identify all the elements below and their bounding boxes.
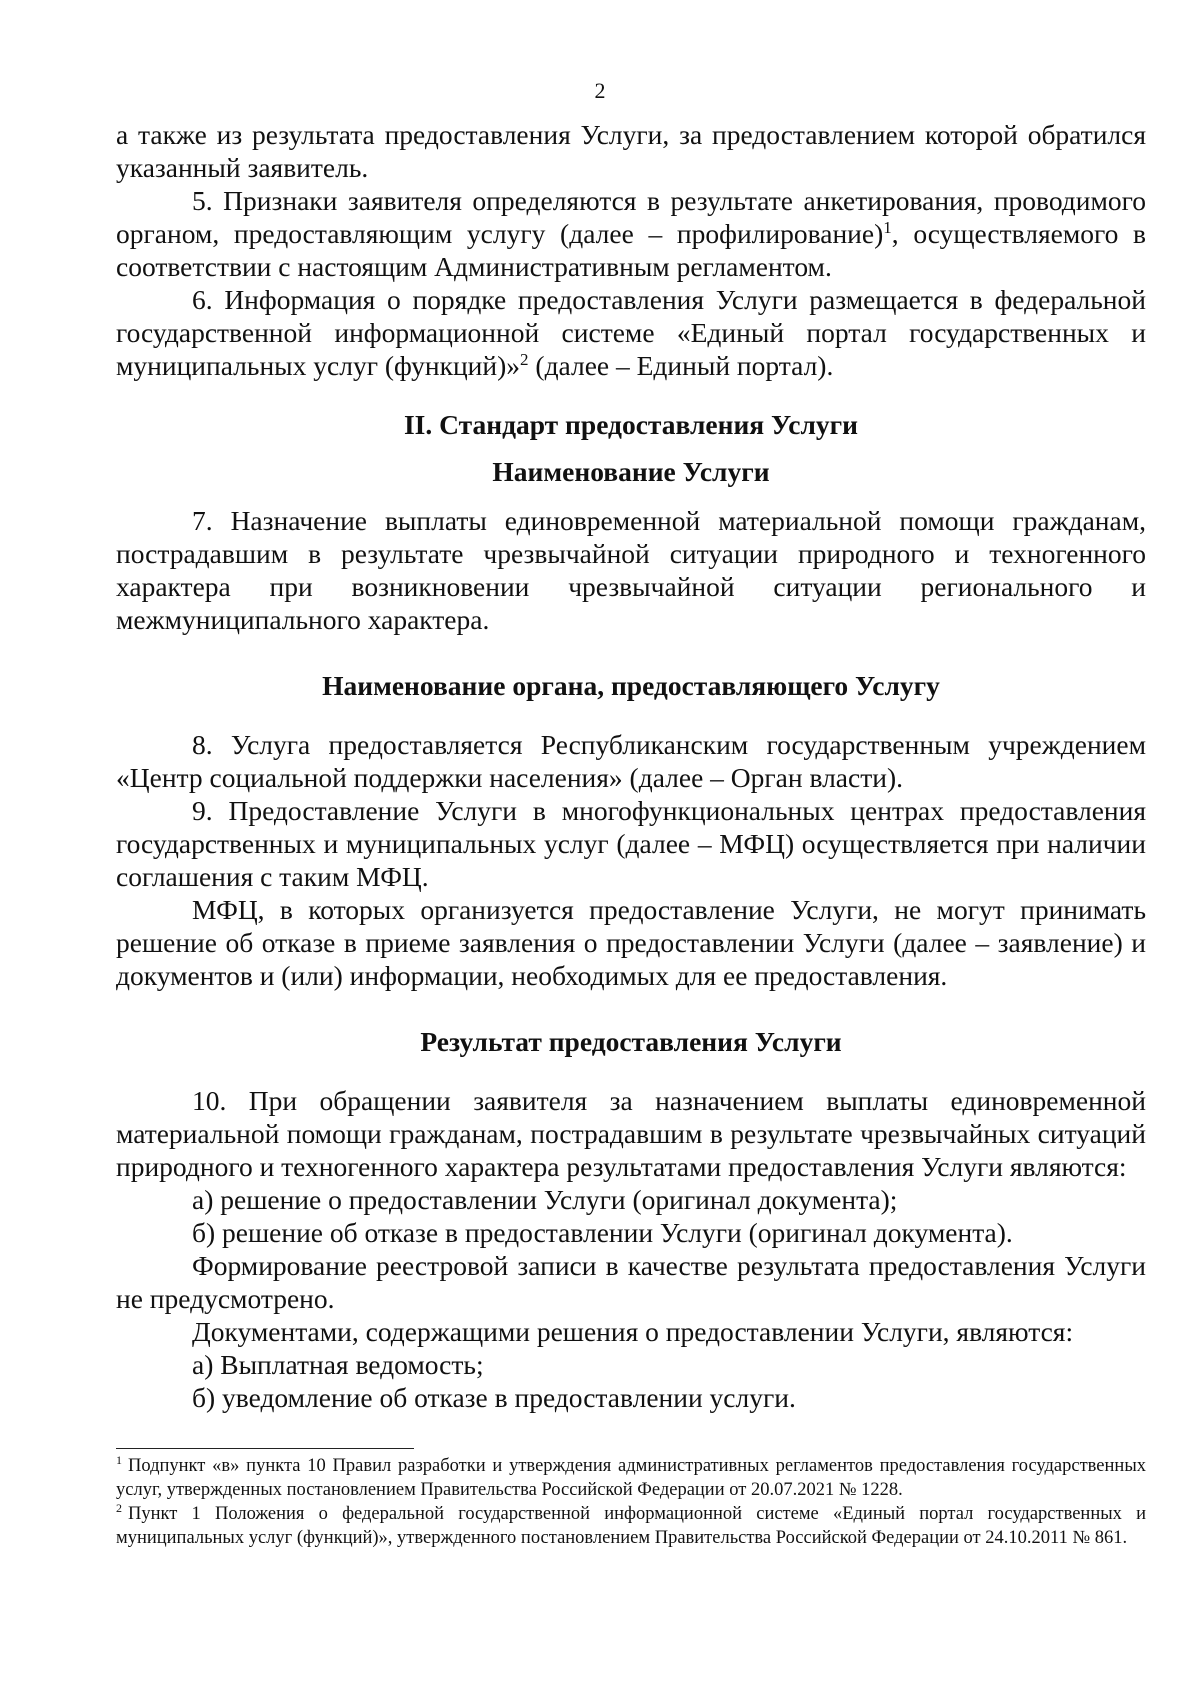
footnote-2-mark: 2 bbox=[116, 1500, 122, 1515]
footnotes bbox=[116, 1454, 1146, 1550]
footnote-1-mark: 1 bbox=[116, 1452, 122, 1467]
section-heading: II. Стандарт предоставления Услуги bbox=[403, 409, 858, 440]
paragraph-8: 8. Услуга предоставляется Республиканским государственным учреждением «Центр социальной поддержки населения» (далее – Орган власти). bbox=[116, 729, 1146, 793]
page-number: 2 bbox=[594, 78, 606, 103]
paragraph-6 bbox=[116, 283, 1146, 382]
footnote-1-text: Подпункт «в» пункта 10 Правил разработки и утверждения административных регламентов предоставления государственных услуг, утвержденных постановлением Правительства Российской Федерации от 20.07.2021 № 1228. bbox=[116, 1456, 1146, 1500]
paragraph-10-registry: Формирование реестровой записи в качестве результата предоставления Услуги не предусмотрено. bbox=[116, 1250, 1146, 1314]
footnote-ref-1: 1 bbox=[883, 217, 892, 237]
paragraph-9: 9. Предоставление Услуги в многофункциональных центрах предоставления государственных и муниципальных услуг (далее – МФЦ) осуществляется при наличии соглашения с таким МФЦ. bbox=[116, 795, 1146, 892]
paragraph-7: 7. Назначение выплаты единовременной материальной помощи гражданам, пострадавшим в результате чрезвычайной ситуации природного и техногенного характера при возникновении чрезвычайной ситуации регионального и межмуниципального характера. bbox=[116, 505, 1146, 635]
footnote-ref-2: 2 bbox=[520, 349, 529, 369]
paragraph-6-text: 6. Информация о порядке предоставления Услуги размещается в федеральной государственной информационной системе «Единый портал государственных и муниципальных услуг (функций)» bbox=[116, 284, 1146, 381]
paragraph-5 bbox=[116, 184, 1146, 283]
subheading-result: Результат предоставления Услуги bbox=[420, 1026, 842, 1057]
footnote-1 bbox=[116, 1454, 1146, 1502]
paragraph-10-doc-a: а) Выплатная ведомость; bbox=[192, 1349, 484, 1380]
subheading-service-name: Наименование Услуги bbox=[492, 456, 770, 487]
paragraph-10-item-a: а) решение о предоставлении Услуги (оригинал документа); bbox=[192, 1184, 898, 1215]
footnote-2-text: Пункт 1 Положения о федеральной государственной информационной системе «Единый портал государственных и муниципальных услуг (функций)», утвержденного постановлением Правительства Российской Федерации от 24.10.2011 № 861. bbox=[116, 1504, 1146, 1548]
paragraph-10-doc-b: б) уведомление об отказе в предоставлении услуги. bbox=[192, 1382, 796, 1413]
paragraph-5-text: 5. Признаки заявителя определяются в результате анкетирования, проводимого органом, предоставляющим услугу (далее – профилирование) bbox=[116, 185, 1146, 249]
paragraph-10-item-b: б) решение об отказе в предоставлении Услуги (оригинал документа). bbox=[192, 1217, 1013, 1248]
paragraph-10-documents: Документами, содержащими решения о предоставлении Услуги, являются: bbox=[192, 1316, 1074, 1347]
footnote-divider bbox=[116, 1448, 414, 1449]
paragraph-10: 10. При обращении заявителя за назначением выплаты единовременной материальной помощи гражданам, пострадавшим в результате чрезвычайных ситуаций природного и техногенного характера результатами предоставления Услуги являются: bbox=[116, 1085, 1146, 1182]
paragraph-5-text-end: , осуществляемого в соответствии с настоящим Административным регламентом. bbox=[116, 218, 1146, 282]
subheading-authority-name: Наименование органа, предоставляющего Услугу bbox=[322, 670, 940, 701]
paragraph-6-text-end: (далее – Единый портал). bbox=[528, 350, 834, 381]
paragraph-continuation: а также из результата предоставления Услуги, за предоставлением которой обратился указанный заявитель. bbox=[116, 119, 1146, 183]
document-body bbox=[116, 118, 1146, 1414]
footnote-2 bbox=[116, 1502, 1146, 1550]
paragraph-9-mfc: МФЦ, в которых организуется предоставление Услуги, не могут принимать решение об отказе в приеме заявления о предоставлении Услуги (далее – заявление) и документов и (или) информации, необходимых для ее предоставления. bbox=[116, 894, 1146, 991]
